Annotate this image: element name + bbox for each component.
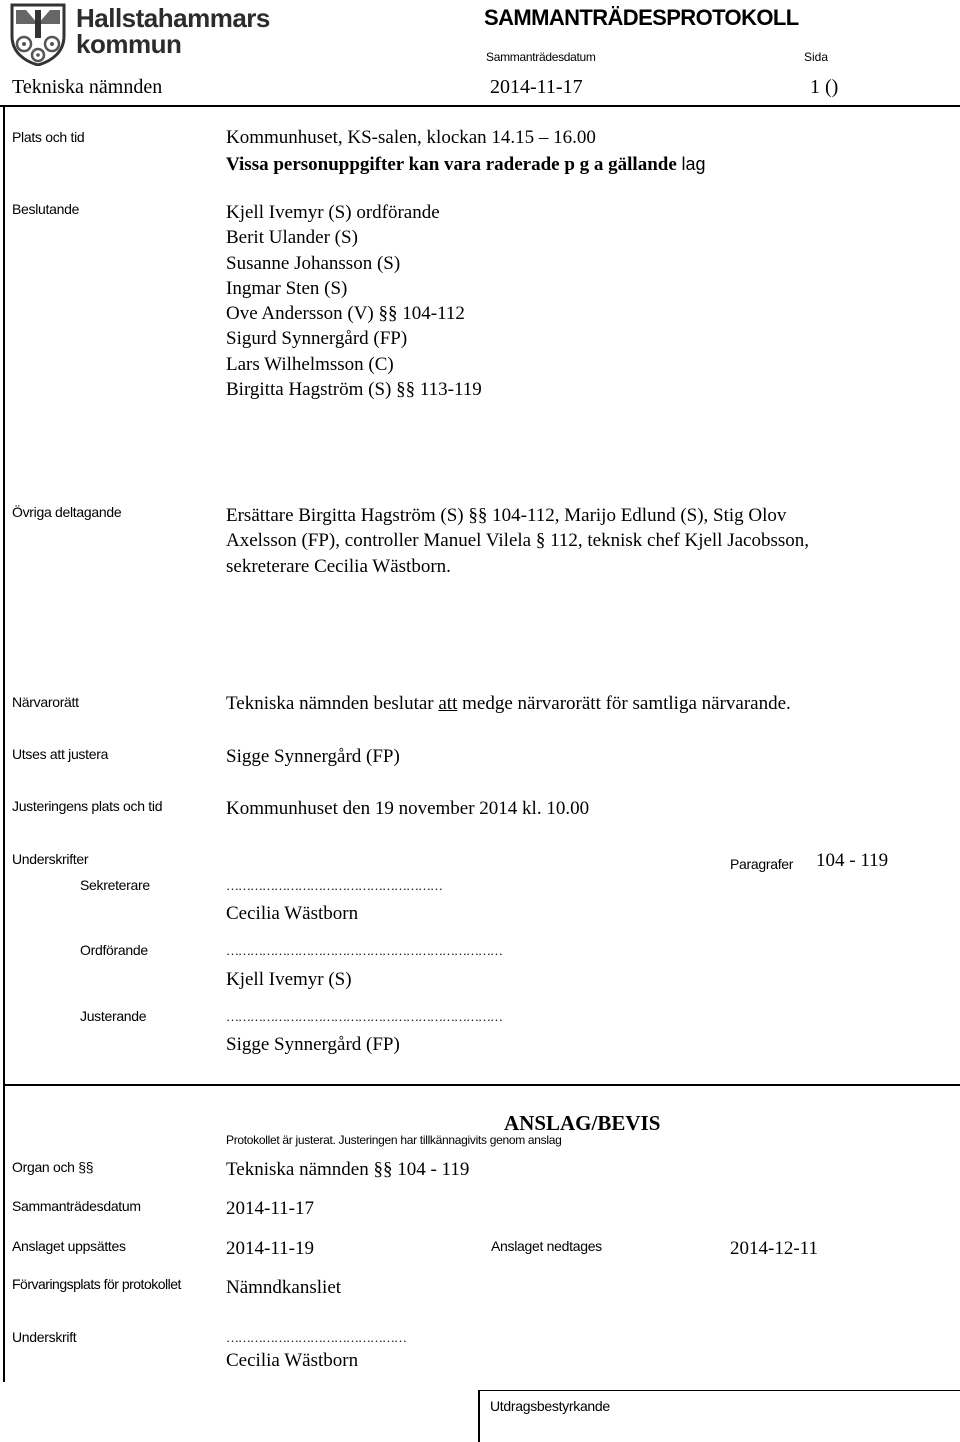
decision-member: Ove Andersson (V) §§ 104-112 (226, 303, 465, 325)
document-title: SAMMANTRÄDESPROTOKOLL (484, 5, 799, 30)
date-caption: Sammanträdesdatum (486, 50, 596, 64)
signatures-label: Underskrifter (12, 851, 89, 867)
chair-signature-line: …………………………………………………………… (226, 943, 502, 958)
municipality-logo (8, 2, 280, 68)
posted-label: Anslaget uppsättes (12, 1238, 126, 1254)
decision-member: Berit Ulander (S) (226, 227, 358, 249)
presence-label: Närvarorätt (12, 694, 79, 710)
adjuster-signature-line: …………………………………………………………… (226, 1009, 502, 1024)
removed-value: 2014-12-11 (730, 1238, 818, 1259)
adjust-label: Utses att justera (12, 746, 109, 762)
certification-label: Utdragsbestyrkande (490, 1398, 610, 1414)
adjuster-label: Justerande (80, 1008, 147, 1024)
signature-label: Underskrift (12, 1329, 77, 1345)
committee-name: Tekniska nämnden (12, 76, 163, 98)
signature-name: Cecilia Wästborn (226, 1350, 359, 1371)
certification-box-left (478, 1390, 480, 1442)
paragraphs-label: Paragrafer (730, 856, 794, 872)
adjust-value: Sigge Synnergård (FP) (226, 746, 400, 767)
adjuster-name: Sigge Synnergård (FP) (226, 1034, 400, 1055)
others-line: Axelsson (FP), controller Manuel Vilela § 112, teknisk chef Kjell Jacobsson, (226, 530, 810, 552)
presence-att: att (438, 693, 458, 714)
presence-post: medge närvarorätt för samtliga närvarande. (457, 693, 791, 714)
others-text (226, 503, 809, 579)
others-line: Ersättare Birgitta Hagström (S) §§ 104-112, Marijo Edlund (S), Stig Olov (226, 505, 787, 526)
place-value: Kommunhuset, KS-salen, klockan 14.15 – 16.00 (226, 127, 596, 148)
decision-member: Kjell Ivemyr (S) ordförande (226, 202, 440, 223)
decision-member: Ingmar Sten (S) (226, 277, 348, 299)
coat-of-arms-icon (8, 2, 68, 66)
presence-value (226, 693, 791, 715)
place-label: Plats och tid (12, 129, 85, 145)
posted-value: 2014-11-19 (226, 1238, 314, 1259)
page-number: 1 () (810, 76, 839, 98)
decision-label: Beslutande (12, 201, 80, 217)
storage-value: Nämndkansliet (226, 1277, 342, 1298)
decision-member: Birgitta Hagström (S) §§ 113-119 (226, 379, 482, 401)
removed-label: Anslaget nedtages (491, 1238, 602, 1254)
chair-label: Ordförande (80, 942, 148, 958)
secretary-signature-line: ……………………………………………… (226, 878, 442, 893)
others-line: sekreterare Cecilia Wästborn. (226, 555, 451, 577)
organ-value: Tekniska nämnden §§ 104 - 119 (226, 1159, 470, 1180)
page-caption: Sida (804, 50, 829, 64)
secretary-label: Sekreterare (80, 877, 150, 893)
notice-date-label: Sammanträdesdatum (12, 1198, 141, 1214)
decision-members (226, 200, 482, 402)
storage-label: Förvaringsplats för protokollet (12, 1276, 181, 1292)
privacy-note-end: lag (681, 154, 706, 174)
certification-box-top (478, 1390, 960, 1391)
left-border (3, 106, 5, 1086)
secretary-name: Cecilia Wästborn (226, 903, 359, 924)
chair-name: Kjell Ivemyr (S) (226, 969, 352, 990)
adjust-place-label: Justeringens plats och tid (12, 798, 163, 814)
logo-line-1: Hallstahammars (76, 3, 270, 33)
decision-member: Lars Wilhelmsson (C) (226, 353, 394, 375)
decision-member: Susanne Johansson (S) (226, 252, 401, 274)
notice-title: ANSLAG/BEVIS (504, 1111, 661, 1135)
paragraphs-value: 104 - 119 (816, 850, 889, 871)
section-rule (3, 1084, 960, 1086)
presence-pre: Tekniska nämnden beslutar (226, 693, 439, 714)
meeting-date: 2014-11-17 (490, 76, 583, 98)
signature-line: ……………………………………… (226, 1330, 406, 1345)
others-label: Övriga deltagande (12, 504, 122, 520)
adjust-place-value: Kommunhuset den 19 november 2014 kl. 10.00 (226, 798, 590, 819)
privacy-note (226, 154, 706, 176)
logo-line-2: kommun (76, 29, 182, 59)
header-rule (0, 105, 960, 107)
lower-left-border (3, 1086, 5, 1382)
notice-date-value: 2014-11-17 (226, 1198, 314, 1219)
decision-member: Sigurd Synnergård (FP) (226, 328, 408, 350)
privacy-note-main: Vissa personuppgifter kan vara raderade p g a gällande (226, 154, 682, 175)
organ-label: Organ och §§ (12, 1159, 94, 1175)
notice-subtitle: Protokollet är justerat. Justeringen har tillkännagivits genom anslag (226, 1133, 562, 1147)
